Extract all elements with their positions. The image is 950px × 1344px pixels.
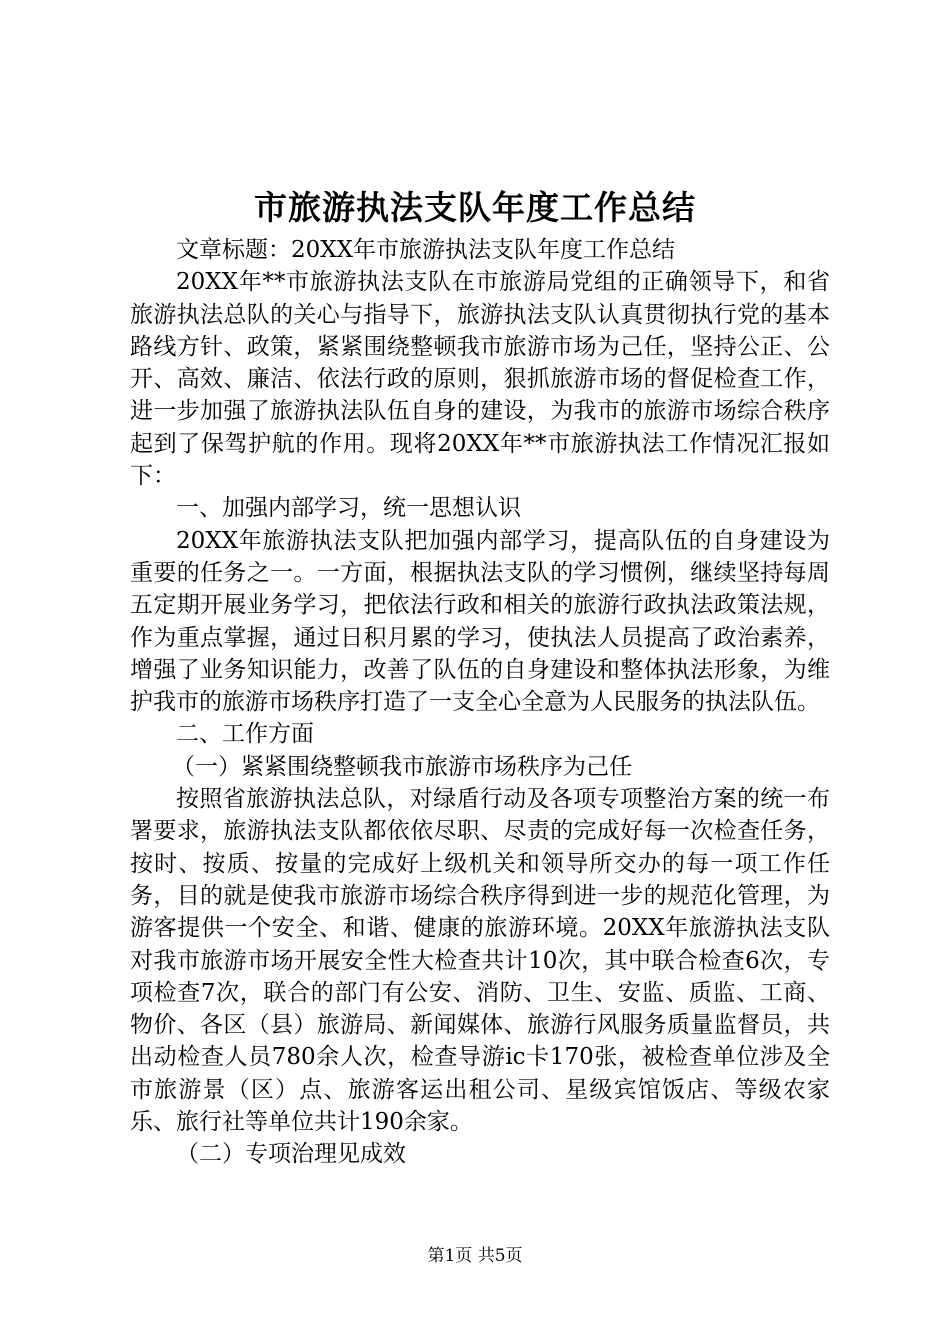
section-heading-2: 二、工作方面 xyxy=(176,721,314,748)
subsection-heading-2: （二）专项治理见成效 xyxy=(176,1141,406,1168)
subsection-heading-1: （一）紧紧围绕整顿我市旅游市场秩序为己任 xyxy=(172,753,632,780)
document-title: 市旅游执法支队年度工作总结 xyxy=(254,188,696,227)
section-1-paragraph: 20XX年旅游执法支队把加强内部学习，提高队伍的自身建设为重要的任务之一。一方面，根据执法支队的学习惯例，继续坚持每周五定期开展业务学习，把依法行政和相关的旅游行政执法政策法规，作为重点掌握，通过日积月累的学习，使执法人员提高了政治素养，增强了业务知识能力，改善了队伍的自身建设和整体执法形象，为维护我市的旅游市场秩序打造了一支全心全意为人民服务的执法队伍。 xyxy=(130,527,830,716)
article-title-line: 文章标题：20XX年市旅游执法支队年度工作总结 xyxy=(176,237,676,263)
section-heading-1: 一、加强内部学习，统一思想认识 xyxy=(176,495,521,522)
document-body xyxy=(130,234,830,1171)
intro-paragraph: 20XX年**市旅游执法支队在市旅游局党组的正确领导下，和省旅游执法总队的关心与指导下，旅游执法支队认真贯彻执行党的基本路线方针、政策，紧紧围绕整顿我市旅游市场为己任，坚持公正、公开、高效、廉洁、依法行政的原则，狠抓旅游市场的督促检查工作，进一步加强了旅游执法队伍自身的建设，为我市的旅游市场综合秩序起到了保驾护航的作用。现将20XX年**市旅游执法工作情况汇报如下： xyxy=(130,269,830,490)
page-footer: 第1页 共5页 xyxy=(427,1246,523,1266)
subsection-1-paragraph: 按照省旅游执法总队，对绿盾行动及各项专项整治方案的统一布署要求，旅游执法支队都依依尽职、尽责的完成好每一次检查任务，按时、按质、按量的完成好上级机关和领导所交办的每一项工作任务，目的就是使我市旅游市场综合秩序得到进一步的规范化管理，为游客提供一个安全、和谐、健康的旅游环境。20XX年旅游执法支队对我市旅游市场开展安全性大检查共计10次，其中联合检查6次，专项检查7次，联合的部门有公安、消防、卫生、安监、质监、工商、物价、各区（县）旅游局、新闻媒体、旅游行风服务质量监督员，共出动检查人员780余人次，检查导游ic卡170张，被检查单位涉及全市旅游景（区）点、旅游客运出租公司、星级宾馆饭店、等级农家乐、旅行社等单位共计190余家。 xyxy=(130,786,830,1136)
